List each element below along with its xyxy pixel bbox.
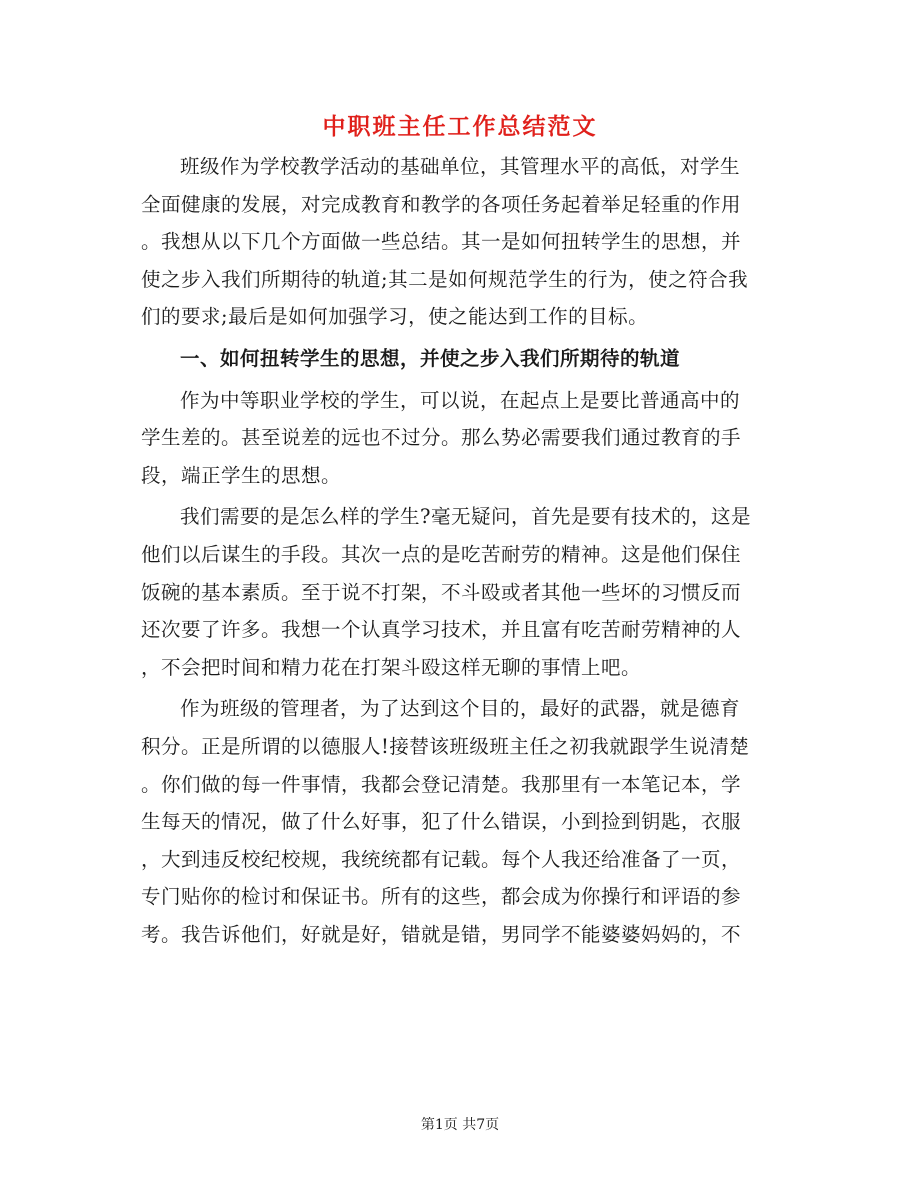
paragraph-line: 全面健康的发展，对完成教育和教学的各项任务起着举足轻重的作用 [141, 192, 742, 216]
paragraph-line: 生每天的情况，做了什么好事，犯了什么错误，小到捡到钥匙，衣服 [141, 810, 742, 834]
body-paragraph [141, 690, 781, 953]
body-paragraph [141, 382, 781, 495]
paragraph-line: 作为班级的管理者，为了达到这个目的，最好的武器，就是德育 [180, 697, 741, 721]
section-heading [141, 340, 781, 378]
paragraph-line: 们的要求;最后是如何加强学习，使之能达到工作的目标。 [141, 305, 649, 329]
paragraph-line: 还次要了许多。我想一个认真学习技术，并且富有吃苦耐劳精神的人 [141, 618, 742, 642]
page-footer: 第1页 共7页 [420, 1117, 500, 1133]
body-paragraph [141, 498, 781, 686]
paragraph-line: 专门贴你的检讨和保证书。所有的这些，都会成为你操行和评语的参 [141, 885, 742, 909]
paragraph-line: 使之步入我们所期待的轨道;其二是如何规范学生的行为，使之符合我 [141, 267, 749, 291]
paragraph-line: 我们需要的是怎么样的学生?毫无疑问，首先是要有技术的，这是 [180, 505, 751, 529]
paragraph-line: 。你们做的每一件事情，我都会登记清楚。我那里有一本笔记本，学 [141, 772, 742, 796]
paragraph-line: 班级作为学校教学活动的基础单位，其管理水平的高低，对学生 [180, 155, 741, 178]
paragraph-line: 积分。正是所谓的以德服人!接替该班级班主任之初我就跟学生说清楚 [141, 734, 750, 758]
heading-line: 一、如何扭转学生的思想，并使之步入我们所期待的轨道 [180, 346, 681, 370]
paragraph-line: 段，端正学生的思想。 [141, 463, 342, 487]
paragraph-line: 。我想从以下几个方面做一些总结。其一是如何扭转学生的思想，并 [141, 230, 742, 254]
body-paragraph [141, 148, 781, 336]
paragraph-line: 作为中等职业学校的学生，可以说，在起点上是要比普通高中的 [180, 388, 741, 412]
document-body [141, 148, 781, 953]
paragraph-line: 考。我告诉他们，好就是好，错就是错，男同学不能婆婆妈妈的，不 [141, 922, 742, 946]
paragraph-line: 他们以后谋生的手段。其次一点的是吃苦耐劳的精神。这是他们保住 [141, 542, 742, 566]
paragraph-line: ，不会把时间和精力花在打架斗殴这样无聊的事情上吧。 [141, 655, 642, 679]
paragraph-line: 学生差的。甚至说差的远也不过分。那么势必需要我们通过教育的手 [141, 426, 742, 450]
paragraph-line: ，大到违反校纪校规，我统统都有记载。每个人我还给准备了一页， [141, 847, 742, 871]
paragraph-line: 饭碗的基本素质。至于说不打架，不斗殴或者其他一些坏的习惯反而 [141, 580, 742, 604]
document-title: 中职班主任工作总结范文 [322, 113, 598, 140]
